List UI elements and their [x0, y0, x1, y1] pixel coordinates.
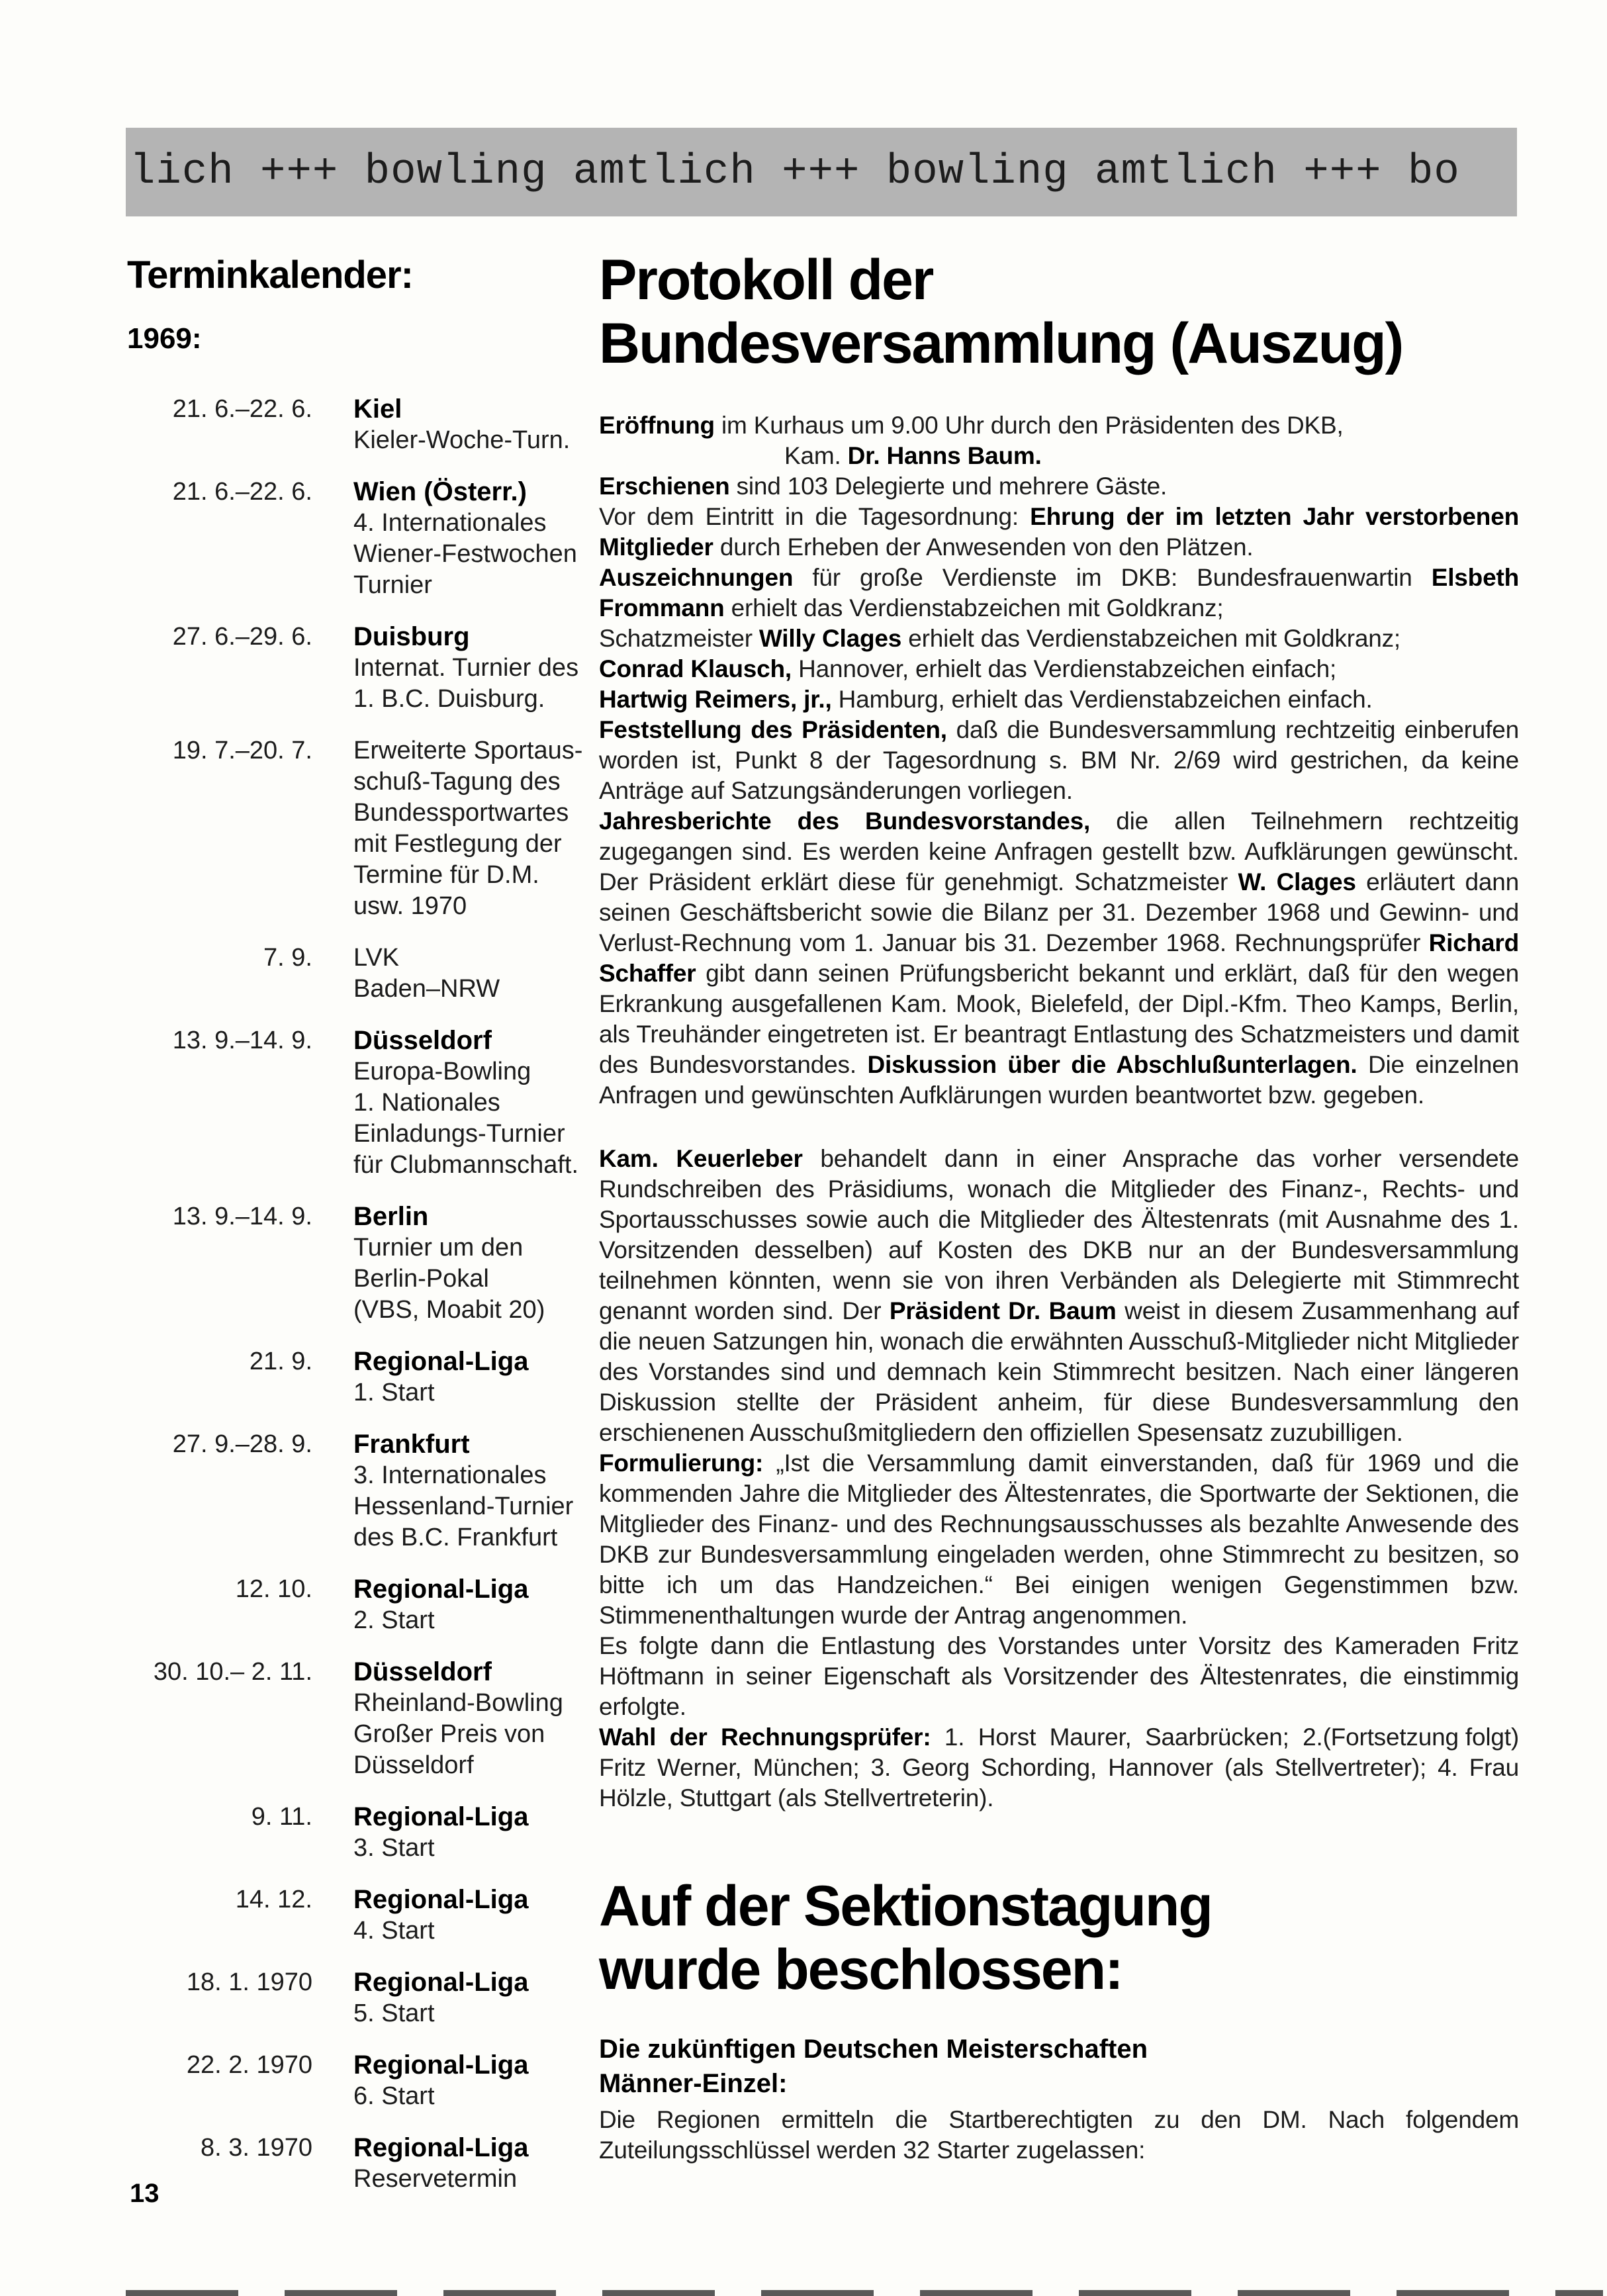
calendar-entry — [127, 2133, 590, 2195]
calendar-entry-description — [312, 2133, 590, 2195]
calendar-entry-detail: 4. Start — [353, 1917, 435, 1945]
calendar-entry-title: Frankfurt — [353, 1430, 470, 1459]
calendar-entry-title: Düsseldorf — [353, 1657, 492, 1686]
body-text: Hamburg, erhielt das Verdienstabzeichen einfach. — [831, 685, 1373, 713]
calendar-entry-description — [312, 1967, 590, 2029]
calendar-entry-date: 13. 9.–14. 9. — [172, 1027, 312, 1054]
emphasized-text: W. Clages — [1238, 868, 1356, 895]
body-text: erläutert dann seinen Geschäftsbericht sowie die Bilanz per 31. Dezember 1968 und Gewinn- und Verlust-Rechnung vom 1. Januar bis 31. Dezember 1968. Rechnungsprüfer — [599, 868, 1519, 956]
calendar-entry-description — [312, 942, 590, 1005]
calendar-entry — [127, 942, 590, 1005]
protocol-paragraphs — [599, 410, 1519, 1814]
calendar-entry-detail: 4. Internationales — [353, 509, 547, 537]
emphasized-text: Feststellung des Präsidenten, — [599, 715, 947, 743]
emphasized-text: Dr. Hanns Baum. — [847, 441, 1042, 469]
protocol-paragraph — [599, 563, 1519, 623]
protocol-column — [599, 248, 1519, 2166]
calendar-entry — [127, 621, 590, 715]
calendar-entry-detail: Erweiterte Sportaus- — [353, 737, 583, 764]
calendar-entry — [127, 1429, 590, 1553]
calendar-entry-date: 13. 9.–14. 9. — [172, 1203, 312, 1230]
emphasized-text: Erschienen — [599, 472, 730, 500]
calendar-entry — [127, 1574, 590, 1636]
calendar-entry-date: 21. 9. — [249, 1348, 312, 1375]
protocol-paragraph — [599, 623, 1519, 654]
body-text: Hannover, erhielt das Verdienstabzeichen einfach; — [792, 655, 1337, 682]
calendar-entry-detail: Bundessportwartes — [353, 799, 569, 827]
calendar-entry-date: 21. 6.–22. 6. — [172, 478, 312, 506]
calendar-entry-description — [312, 1346, 590, 1408]
calendar-entry-date: 9. 11. — [251, 1803, 312, 1831]
calendar-entry-detail: Hessenland-Turnier — [353, 1492, 574, 1520]
body-text: erhielt das Verdienstabzeichen mit Goldkranz; — [724, 594, 1224, 621]
calendar-entry-detail: des B.C. Frankfurt — [353, 1524, 558, 1551]
body-text: weist in diesem Zusammenhang auf die neuen Satzungen hin, wonach die erwähnten Ausschuß-Mitglieder nicht Mitglieder des Vorstandes sind und demnach kein Stimmrecht besitzen. Nach einer längeren Diskussion stellte der Präsident anheim, für diese Bundesversammlung den erschienenen Ausschußmitgliedern den offiziellen Spesensatz zuzubilligen. — [599, 1297, 1519, 1446]
calendar-entry-description — [312, 477, 590, 601]
calendar-entry-detail: 3. Internationales — [353, 1461, 547, 1489]
calendar-entry — [127, 1802, 590, 1864]
calendar-entry-detail: Düsseldorf — [353, 1751, 474, 1779]
body-text: Die einzelnen Anfragen und gewünschten Aufklärungen wurden beantwortet bzw. gegeben. — [599, 1050, 1519, 1109]
calendar-entry-description — [312, 394, 590, 456]
protocol-paragraph — [599, 441, 1519, 471]
terminkalender-column — [127, 253, 590, 2215]
emphasized-text: Ehrung der im letzten Jahr verstorbenen Mitglieder — [599, 502, 1519, 561]
emphasized-text: Hartwig Reimers, jr., — [599, 685, 832, 713]
protocol-title — [599, 248, 1519, 376]
calendar-entry-detail: Termine für D.M. — [353, 861, 539, 889]
calendar-entry-detail: 5. Start — [353, 1999, 435, 2027]
calendar-entry — [127, 1201, 590, 1326]
calendar-entry-title: Regional-Liga — [353, 1968, 529, 1997]
calendar-entry-detail: 2. Start — [353, 1606, 435, 1634]
calendar-entry-detail: LVK — [353, 944, 400, 972]
calendar-entry-title: Berlin — [353, 1202, 429, 1231]
calendar-entry-title: Düsseldorf — [353, 1026, 492, 1055]
sektionstagung-title-line1: Auf der Sektionstagung — [599, 1874, 1212, 1938]
body-text: gibt dann seinen Prüfungsbericht bekannt und erklärt, daß für den wegen Erkrankung ausgefallenen Kam. Mook, Bielefeld, der Dipl.-Kfm. Theo Kamps, Berlin, als Treuhänder eingetreten ist. Er beantragt Entlastung des Schatzmeisters und damit des Bundesvorstandes. — [599, 959, 1519, 1078]
protocol-paragraph — [599, 1631, 1519, 1722]
emphasized-text: Präsident Dr. Baum — [889, 1297, 1117, 1324]
calendar-entry-title: Duisburg — [353, 622, 470, 651]
page-number: 13 — [130, 2179, 160, 2208]
calendar-entry-detail: Rheinland-Bowling — [353, 1689, 563, 1717]
amtlich-banner — [126, 128, 1517, 216]
body-text: „Ist die Versammlung damit einverstanden, daß für 1969 und die kommenden Jahre die Mitglieder des Ältestenrates, die Sportwarte der Sektionen, die Mitglieder des Finanz- und des Rechnungsausschusses als bezahlte Anwesende des DKB zur Bundesversammlung eingeladen werden, ohne Stimmrecht zu besitzen, so bitte ich um das Handzeichen.“ Bei einigen wenigen Gegenstimmen bzw. Stimmenenthaltungen wurde der Antrag angenommen. — [599, 1449, 1519, 1629]
calendar-entry-date: 22. 2. 1970 — [186, 2051, 312, 2079]
protocol-title-line2: Bundesversammlung (Auszug) — [599, 312, 1403, 376]
calendar-entry-date: 8. 3. 1970 — [200, 2134, 312, 2162]
calendar-list — [127, 394, 590, 2195]
terminkalender-year: 1969: — [127, 322, 202, 355]
protocol-paragraph — [599, 654, 1519, 684]
calendar-entry-detail: 3. Start — [353, 1834, 435, 1862]
calendar-entry-date: 30. 10.– 2. 11. — [153, 1658, 312, 1686]
calendar-entry-detail: Baden–NRW — [353, 975, 500, 1003]
calendar-entry-detail: Reservetermin — [353, 2165, 518, 2193]
calendar-entry-detail: 6. Start — [353, 2082, 435, 2110]
sektionstagung-title-line2: wurde beschlossen: — [599, 1937, 1123, 2001]
calendar-entry-detail: 1. Nationales — [353, 1089, 500, 1117]
body-text: Es folgte dann die Entlastung des Vorstandes unter Vorsitz des Kameraden Fritz Höftmann in seiner Eigenschaft als Vorsitzender des Ältestenrates, die einstimmig erfolgte. — [599, 1631, 1519, 1720]
banner-text: lich +++ bowling amtlich +++ bowling amtlich +++ bo — [130, 148, 1460, 196]
body-text: durch Erheben der Anwesenden von den Plätzen. — [713, 533, 1254, 561]
protocol-paragraph — [599, 1722, 1519, 1814]
protocol-paragraph — [599, 1448, 1519, 1631]
body-text: für große Verdienste im DKB: Bundesfrauenwartin — [793, 563, 1432, 591]
calendar-entry-detail: Großer Preis von — [353, 1720, 545, 1748]
calendar-entry-description — [312, 1201, 590, 1326]
calendar-entry-detail: 1. B.C. Duisburg. — [353, 685, 545, 713]
calendar-entry-description — [312, 1574, 590, 1636]
calendar-entry-detail: Einladungs-Turnier — [353, 1120, 565, 1148]
body-text: Schatzmeister — [599, 624, 759, 652]
calendar-entry — [127, 2050, 590, 2112]
calendar-entry-detail: für Clubmannschaft. — [353, 1151, 579, 1179]
body-text: Vor dem Eintritt in die Tagesordnung: — [599, 502, 1031, 530]
calendar-entry-title: Regional-Liga — [353, 1575, 529, 1604]
calendar-entry-detail: Internat. Turnier des — [353, 654, 579, 682]
calendar-entry-title: Regional-Liga — [353, 2133, 529, 2162]
body-text: im Kurhaus um 9.00 Uhr durch den Präsidenten des DKB, — [714, 411, 1344, 439]
protocol-paragraph — [599, 1144, 1519, 1448]
calendar-entry-description — [312, 1429, 590, 1553]
calendar-entry-title: Regional-Liga — [353, 2050, 529, 2080]
calendar-entry-description — [312, 2050, 590, 2112]
emphasized-text: Elsbeth Frommann — [599, 563, 1519, 621]
protocol-paragraph — [599, 806, 1519, 1111]
body-text: Kam. — [784, 441, 848, 469]
calendar-entry-title: Wien (Österr.) — [353, 477, 527, 506]
calendar-entry — [127, 1967, 590, 2029]
calendar-entry-description — [312, 1884, 590, 1947]
scan-edge-artifact — [126, 2290, 1603, 2296]
emphasized-text: Formulierung: — [599, 1449, 764, 1477]
calendar-entry-date: 21. 6.–22. 6. — [172, 395, 312, 423]
emphasized-text: Diskussion über die Abschlußunterlagen. — [867, 1050, 1357, 1078]
body-text: 1. Horst Maurer, Saarbrücken; 2. Fritz Werner, München; 3. Georg Schording, Hannover (als Stellvertreter); 4. Frau Hölzle, Stuttgart (als Stellvertreterin). — [599, 1723, 1519, 1812]
emphasized-text: Conrad Klausch, — [599, 655, 792, 682]
emphasized-text: Richard Schaffer — [599, 929, 1519, 987]
calendar-entry-detail: Turnier um den — [353, 1234, 524, 1262]
calendar-entry-date: 18. 1. 1970 — [186, 1968, 312, 1996]
body-text: sind 103 Delegierte und mehrere Gäste. — [729, 472, 1168, 500]
calendar-entry — [127, 1657, 590, 1781]
emphasized-text: Auszeichnungen — [599, 563, 794, 591]
body-text: die allen Teilnehmern rechtzeitig zugegangen sind. Es werden keine Anfragen gestellt bzw. Aufklärungen gewünscht. Der Präsident erklärt diese für genehmigt. Schatzmeister — [599, 807, 1519, 895]
emphasized-text: Jahresberichte des Bundesvorstandes, — [599, 807, 1091, 835]
calendar-entry-date: 12. 10. — [235, 1575, 312, 1603]
protocol-title-line1: Protokoll der — [599, 248, 933, 312]
calendar-entry-detail: schuß-Tagung des — [353, 768, 561, 796]
calendar-entry-detail: mit Festlegung der — [353, 830, 562, 858]
emphasized-text: Kam. Keuerleber — [599, 1144, 803, 1172]
calendar-entry-detail: Wiener-Festwochen — [353, 540, 577, 568]
calendar-entry — [127, 394, 590, 456]
sektionstagung-title — [599, 1874, 1519, 2002]
calendar-entry — [127, 735, 590, 922]
calendar-entry-detail: Kieler-Woche-Turn. — [353, 426, 571, 454]
body-text: behandelt dann in einer Ansprache das vorher versendete Rundschreiben des Präsidiums, wonach die Mitglieder des Finanz-, Rechts- und Sportausschusses sowie auch die Mitglieder des Ältestenrats (mit Ausnahme des 1. Vorsitzenden desselben) auf Kosten des DKB nur an der Bundesversammlung teilnehmen könnten, wenn sie von ihren Verbänden als Delegierte mit Stimmrecht genannt worden sind. Der — [599, 1144, 1519, 1324]
calendar-entry — [127, 477, 590, 601]
calendar-entry-detail: usw. 1970 — [353, 892, 467, 920]
calendar-entry-title: Kiel — [353, 394, 402, 424]
calendar-entry — [127, 1884, 590, 1947]
calendar-entry-description — [312, 735, 590, 922]
calendar-entry-title: Regional-Liga — [353, 1802, 529, 1831]
continuation-note: (Fortsetzung folgt) — [1322, 1723, 1519, 1751]
calendar-entry — [127, 1025, 590, 1181]
calendar-entry-description — [312, 1802, 590, 1864]
calendar-entry-description — [312, 1657, 590, 1781]
calendar-entry-title: Regional-Liga — [353, 1885, 529, 1914]
calendar-entry — [127, 1346, 590, 1408]
calendar-entry-date: 7. 9. — [263, 944, 312, 972]
body-text: erhielt das Verdienstabzeichen mit Goldkranz; — [901, 624, 1400, 652]
emphasized-text: Wahl der Rechnungsprüfer: — [599, 1723, 931, 1751]
calendar-entry-description — [312, 621, 590, 715]
calendar-entry-description — [312, 1025, 590, 1181]
sektionstagung-subheading-line1: Die zukünftigen Deutschen Meisterschaften — [599, 2035, 1148, 2064]
emphasized-text: Eröffnung — [599, 411, 715, 439]
calendar-entry-date: 14. 12. — [235, 1886, 312, 1913]
calendar-entry-detail: Turnier — [353, 571, 432, 599]
protocol-paragraph — [599, 715, 1519, 806]
calendar-entry-detail: Europa-Bowling — [353, 1058, 531, 1085]
protocol-paragraph — [599, 410, 1519, 441]
emphasized-text: Willy Clages — [758, 624, 902, 652]
calendar-entry-detail: Berlin-Pokal — [353, 1265, 489, 1293]
calendar-entry-title: Regional-Liga — [353, 1347, 529, 1376]
calendar-entry-date: 19. 7.–20. 7. — [172, 737, 312, 764]
calendar-entry-date: 27. 9.–28. 9. — [172, 1430, 312, 1458]
body-text: daß die Bundesversammlung rechtzeitig einberufen worden ist, Punkt 8 der Tagesordnung s. BM Nr. 2/69 wird gestrichen, da keine Anträge auf Satzungsänderungen vorliegen. — [599, 715, 1519, 804]
calendar-entry-date: 27. 6.–29. 6. — [172, 623, 312, 651]
sektionstagung-body: Die Regionen ermitteln die Startberechtigten zu den DM. Nach folgendem Zuteilungsschlüssel werden 32 Starter zugelassen: — [599, 2106, 1519, 2164]
sektionstagung-subheading-line2: Männer-Einzel: — [599, 2069, 788, 2099]
calendar-entry-detail: 1. Start — [353, 1379, 435, 1406]
calendar-entry-detail: (VBS, Moabit 20) — [353, 1296, 545, 1324]
protocol-paragraph — [599, 502, 1519, 563]
protocol-paragraph — [599, 684, 1519, 715]
protocol-paragraph — [599, 471, 1519, 502]
terminkalender-heading: Terminkalender: — [127, 253, 413, 297]
